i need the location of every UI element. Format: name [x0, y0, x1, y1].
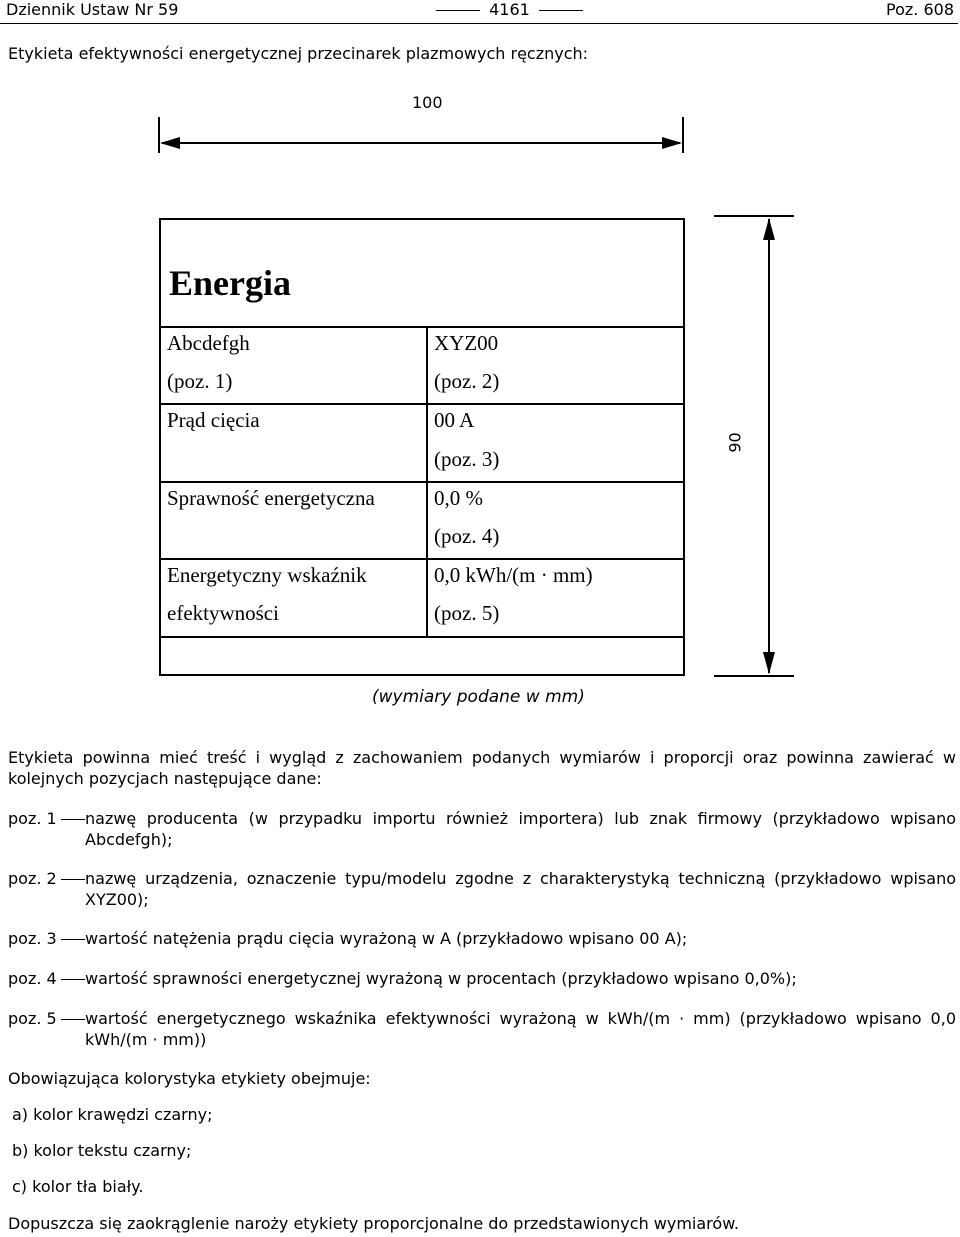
color-item: a) kolor krawędzi czarny;	[12, 1105, 213, 1124]
position-number: Poz. 608	[886, 0, 954, 19]
manufacturer-cell: Abcdefgh	[167, 331, 250, 355]
item-text: nazwę producenta (w przypadku importu również importera) lub znak firmowy (przykładowo wpisano Abcdefgh);	[85, 809, 956, 849]
section-title: Etykieta efektywności energetycznej przecinarek plazmowych ręcznych:	[8, 44, 589, 63]
current-value: 00 A	[434, 408, 475, 432]
height-dimension-value: 90	[725, 432, 745, 453]
color-item: c) kolor tła biały.	[12, 1177, 144, 1196]
model-ref: (poz. 2)	[434, 369, 500, 393]
item-number: poz. 4	[8, 969, 57, 988]
indicator-label: Energetyczny wskaźnik	[167, 563, 367, 587]
model-cell: XYZ00	[434, 331, 499, 355]
footer-note: Dopuszcza się zaokrąglenie naroży etykiety proporcjonalne do przedstawionych wymiarów.	[8, 1214, 739, 1233]
color-item: b) kolor tekstu czarny;	[12, 1141, 192, 1160]
current-label: Prąd cięcia	[167, 408, 260, 432]
label-rule-2	[161, 481, 683, 483]
item-text: wartość sprawności energetycznej wyrażoną w procentach (przykładowo wpisano 0,0%);	[85, 969, 797, 988]
item-number: poz. 2	[8, 869, 57, 888]
indicator-label-2: efektywności	[167, 601, 279, 625]
width-dimension-value: 100	[412, 93, 443, 112]
list-item	[8, 968, 956, 989]
dash-right	[539, 10, 583, 11]
width-dimension-arrow	[150, 115, 695, 155]
label-heading: Energia	[169, 263, 291, 303]
item-text: wartość energetycznego wskaźnika efektywności wyrażoną w kWh/(m · mm) (przykładowo wpisano 0,0 kWh/(m · mm))	[85, 1009, 956, 1049]
page-number: 4161	[489, 0, 530, 19]
indicator-ref: (poz. 5)	[434, 601, 500, 625]
item-text: wartość natężenia prądu cięcia wyrażoną w A (przykładowo wpisano 00 A);	[85, 929, 688, 948]
efficiency-ref: (poz. 4)	[434, 524, 500, 548]
label-divider	[426, 326, 428, 637]
indicator-value: 0,0 kWh/(m · mm)	[434, 563, 593, 587]
item-number: poz. 3	[8, 929, 57, 948]
units-note: (wymiary podane w mm)	[372, 687, 585, 707]
list-item	[8, 808, 956, 850]
list-item	[8, 928, 956, 949]
dash-left	[436, 10, 480, 11]
manufacturer-ref: (poz. 1)	[167, 369, 233, 393]
list-item	[8, 868, 956, 910]
efficiency-value: 0,0 %	[434, 486, 483, 510]
label-rule-1	[161, 403, 683, 405]
list-item	[8, 1008, 956, 1050]
item-text: nazwę urządzenia, oznaczenie typu/modelu zgodne z charakterystyką techniczną (przykładowo wpisano XYZ00);	[85, 869, 956, 909]
current-ref: (poz. 3)	[434, 447, 500, 471]
label-rule-3	[161, 558, 683, 560]
header-rule	[0, 23, 958, 24]
item-number: poz. 1	[8, 809, 57, 828]
page-number-group	[432, 0, 587, 19]
colors-heading: Obowiązująca kolorystyka etykiety obejmuje:	[8, 1069, 371, 1088]
journal-name: Dziennik Ustaw Nr 59	[6, 0, 179, 19]
energy-label	[159, 218, 685, 676]
efficiency-label: Sprawność energetyczna	[167, 486, 375, 510]
item-number: poz. 5	[8, 1009, 57, 1028]
label-rule-top	[161, 326, 683, 328]
label-rule-bottom	[161, 636, 683, 638]
intro-paragraph: Etykieta powinna mieć treść i wygląd z zachowaniem podanych wymiarów i proporcji oraz powinna zawierać w kolejnych pozycjach następujące dane:	[8, 748, 956, 788]
height-dimension-arrow	[700, 210, 800, 680]
